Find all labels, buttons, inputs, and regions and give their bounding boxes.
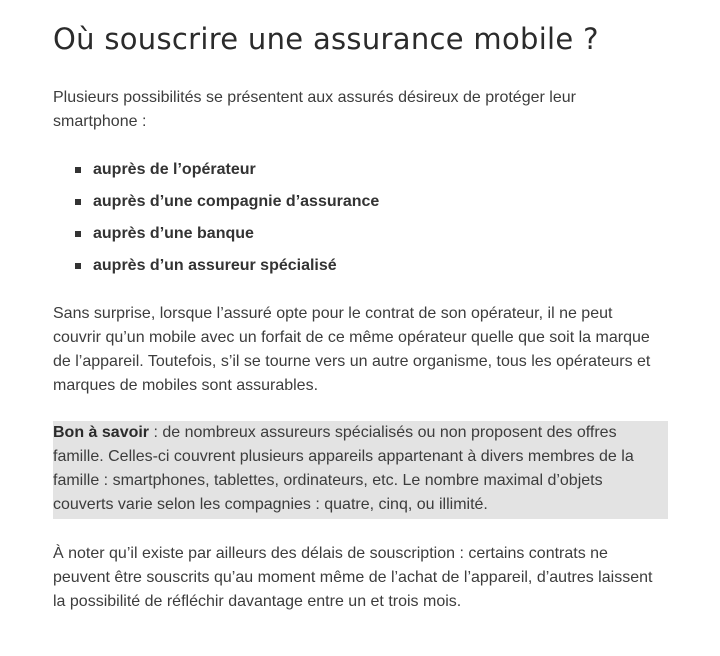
good-to-know-body: : de nombreux assureurs spécialisés ou non proposent des offres famille. Celles-ci couvrent plusieurs appareils appartenant à divers membres de la famille : smartphones, tablettes, ordinateurs, etc. Le nombre maximal d’objets couverts varie selon les compagnies : quatre, cinq, ou illimité. bbox=[53, 424, 634, 513]
list-item bbox=[53, 253, 379, 285]
list-item bbox=[53, 157, 379, 189]
intro-paragraph: Plusieurs possibilités se présentent aux assurés désireux de protéger leur smartphone : bbox=[53, 89, 576, 130]
list-item-label: auprès d’une banque bbox=[93, 225, 254, 242]
square-bullet-icon bbox=[75, 263, 81, 269]
list-item bbox=[53, 189, 379, 221]
subscription-delay-paragraph: À noter qu’il existe par ailleurs des délais de souscription : certains contrats ne peuvent être souscrits qu’au moment même de l’achat de l’appareil, d’autres laissent la possibilité de réfléchir davantage entre un et trois mois. bbox=[53, 545, 653, 610]
good-to-know-box bbox=[53, 421, 668, 519]
list-item-label: auprès d’une compagnie d’assurance bbox=[93, 193, 380, 210]
list-item bbox=[53, 221, 379, 253]
square-bullet-icon bbox=[75, 231, 81, 237]
good-to-know-label: Bon à savoir bbox=[53, 424, 150, 441]
operator-paragraph: Sans surprise, lorsque l’assuré opte pour le contrat de son opérateur, il ne peut couvrir qu’un mobile avec un forfait de ce même opérateur quelle que soit la marque de l’appareil. Toutefois, s’il se tourne vers un autre organisme, tous les opérateurs et marques de mobiles sont assurables. bbox=[53, 305, 651, 394]
square-bullet-icon bbox=[75, 199, 81, 205]
list-item-label: auprès d’un assureur spécialisé bbox=[93, 257, 337, 274]
good-to-know-text bbox=[53, 421, 665, 517]
insurance-options-list bbox=[53, 157, 379, 285]
square-bullet-icon bbox=[75, 167, 81, 173]
section-title: Où souscrire une assurance mobile ? bbox=[53, 22, 599, 56]
list-item-label: auprès de l’opérateur bbox=[93, 161, 256, 178]
